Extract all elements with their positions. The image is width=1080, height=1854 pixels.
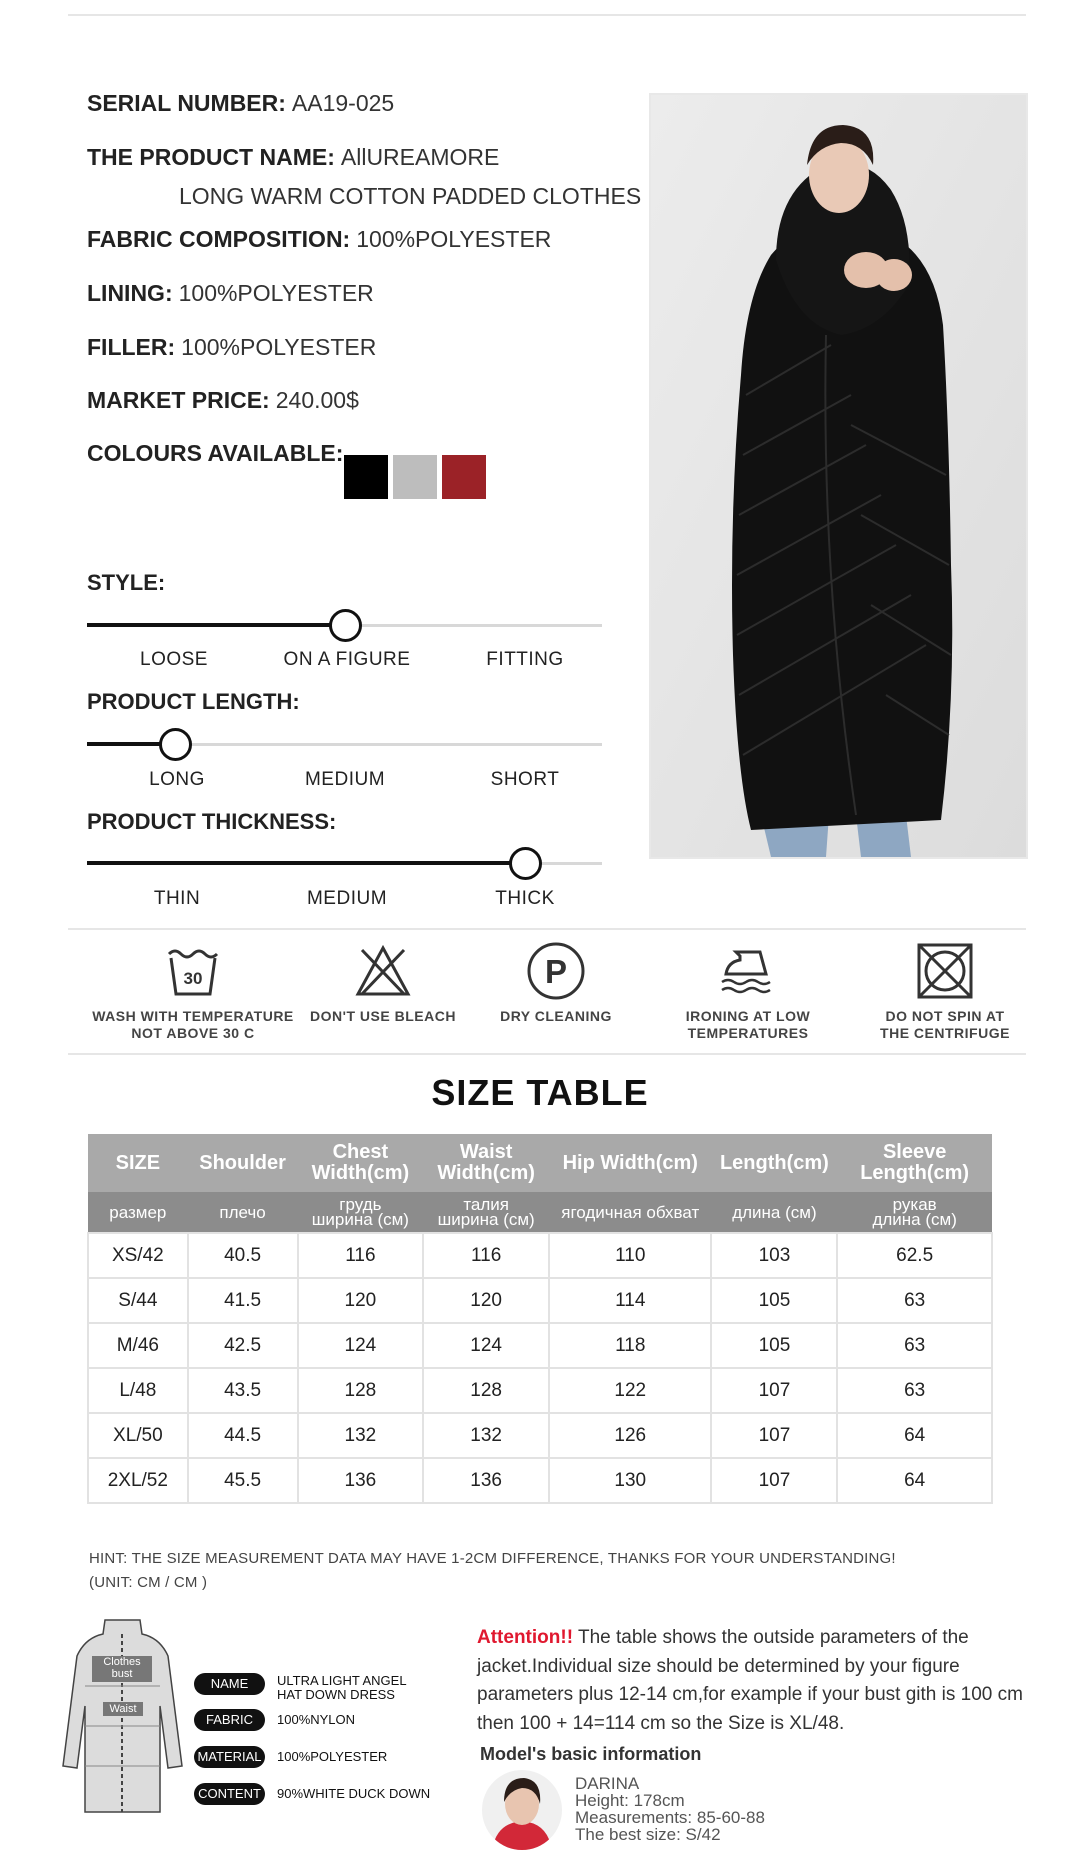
table-cell: 63 xyxy=(837,1278,992,1323)
care-dry-label: DRY CLEANING xyxy=(500,1008,612,1024)
table-cell: M/46 xyxy=(88,1323,188,1368)
care-spin-label-2: THE CENTRIFUGE xyxy=(880,1025,1010,1041)
table-cell: 124 xyxy=(423,1323,549,1368)
model-face-icon xyxy=(482,1770,562,1850)
colours-label: COLOURS AVAILABLE: xyxy=(87,440,344,466)
fabric-composition xyxy=(87,226,551,253)
size-header-ru-6: рукав длина (см) xyxy=(837,1192,992,1233)
care-spin xyxy=(840,940,1050,1042)
no-bleach-icon xyxy=(354,944,412,998)
length-slider-knob[interactable] xyxy=(159,728,192,761)
garment-diagram xyxy=(60,1616,185,1816)
table-cell: 116 xyxy=(423,1233,549,1278)
attention-paragraph xyxy=(477,1624,1037,1738)
table-cell: 105 xyxy=(711,1323,837,1368)
size-header-ru-4: ягодичная обхват xyxy=(549,1192,711,1233)
price-label: MARKET PRICE: xyxy=(87,387,270,413)
table-cell: 40.5 xyxy=(188,1233,298,1278)
material-value-text: 100%POLYESTER xyxy=(277,1749,388,1764)
table-cell: 136 xyxy=(298,1458,424,1503)
care-dry xyxy=(451,940,661,1025)
table-cell: 43.5 xyxy=(188,1368,298,1413)
care-wash-label-2: NOT ABOVE 30 C xyxy=(131,1025,255,1041)
care-iron-label-1: IRONING AT LOW xyxy=(685,1008,811,1024)
table-cell: 107 xyxy=(711,1368,837,1413)
table-cell: 116 xyxy=(298,1233,424,1278)
table-cell: 42.5 xyxy=(188,1323,298,1368)
table-cell: 63 xyxy=(837,1323,992,1368)
size-table-header-en xyxy=(88,1134,992,1192)
dry-cleaning-icon xyxy=(525,940,587,1002)
hint-unit: (UNIT: CM / CM ) xyxy=(89,1574,208,1591)
lining xyxy=(87,280,374,307)
product-name-line2 xyxy=(179,183,641,210)
table-row xyxy=(88,1413,992,1458)
table-cell: XL/50 xyxy=(88,1413,188,1458)
table-cell: 132 xyxy=(298,1413,424,1458)
table-cell: 62.5 xyxy=(837,1233,992,1278)
content-pill: CONTENT xyxy=(194,1783,265,1805)
table-cell: L/48 xyxy=(88,1368,188,1413)
table-cell: 132 xyxy=(423,1413,549,1458)
table-row xyxy=(88,1458,992,1503)
no-tumble-icon xyxy=(916,942,974,1000)
fabric-value: 100%POLYESTER xyxy=(356,226,552,252)
table-cell: 122 xyxy=(549,1368,711,1413)
lining-value: 100%POLYESTER xyxy=(178,280,374,306)
size-header-0: SIZE xyxy=(88,1134,188,1192)
colour-swatch-black[interactable] xyxy=(344,455,388,499)
price-value: 240.00$ xyxy=(275,387,359,413)
table-cell: 130 xyxy=(549,1458,711,1503)
table-cell: 126 xyxy=(549,1413,711,1458)
style-option-on-a-figure: ON A FIGURE xyxy=(283,649,411,670)
product-name-value-2: LONG WARM COTTON PADDED CLOTHES xyxy=(179,183,642,209)
fabric-label: FABRIC COMPOSITION: xyxy=(87,226,351,252)
size-header-3: Waist Width(cm) xyxy=(423,1134,549,1192)
table-cell: 107 xyxy=(711,1413,837,1458)
thickness-option-medium: MEDIUM xyxy=(306,888,388,909)
name-pill: NAME xyxy=(194,1673,265,1695)
length-option-long: LONG xyxy=(149,769,205,790)
table-cell: 128 xyxy=(298,1368,424,1413)
care-wash xyxy=(88,940,298,1042)
fabric-value-text: 100%NYLON xyxy=(277,1712,356,1727)
table-cell: 63 xyxy=(837,1368,992,1413)
size-table-header-ru xyxy=(88,1192,992,1233)
model-best-size: The best size: S/42 xyxy=(575,1825,721,1844)
table-row xyxy=(88,1368,992,1413)
length-option-medium: MEDIUM xyxy=(304,769,386,790)
colour-swatch-red[interactable] xyxy=(442,455,486,499)
coat-model-illustration xyxy=(651,95,1026,857)
table-cell: 103 xyxy=(711,1233,837,1278)
size-header-ru-1: плечо xyxy=(188,1192,298,1233)
product-name-value: AllUREAMORE xyxy=(340,144,500,170)
product-thickness-title: PRODUCT THICKNESS: xyxy=(87,809,337,834)
size-header-4: Hip Width(cm) xyxy=(549,1134,711,1192)
thickness-option-thick: THICK xyxy=(495,888,555,909)
table-cell: S/44 xyxy=(88,1278,188,1323)
thickness-slider-knob[interactable] xyxy=(509,847,542,880)
table-row xyxy=(88,1323,992,1368)
size-header-ru-0: размер xyxy=(88,1192,188,1233)
table-cell: 41.5 xyxy=(188,1278,298,1323)
colours-available xyxy=(87,440,349,467)
top-divider xyxy=(68,14,1026,16)
size-header-2: Chest Width(cm) xyxy=(298,1134,424,1192)
filler-label: FILLER: xyxy=(87,334,176,360)
market-price xyxy=(87,387,359,414)
care-iron-label-2: TEMPERATURES xyxy=(687,1025,809,1041)
table-cell: 128 xyxy=(423,1368,549,1413)
thickness-slider-fill xyxy=(87,861,525,865)
product-photo xyxy=(649,93,1028,859)
style-slider-knob[interactable] xyxy=(329,609,362,642)
model-heading: Model's basic information xyxy=(480,1744,702,1764)
attention-label: Attention!! xyxy=(477,1627,574,1648)
size-header-ru-5: длина (см) xyxy=(711,1192,837,1233)
care-divider-top xyxy=(68,928,1026,930)
table-cell: 136 xyxy=(423,1458,549,1503)
name-value-line-2: HAT DOWN DRESS xyxy=(277,1687,395,1702)
product-name-label: THE PRODUCT NAME: xyxy=(87,144,335,170)
table-cell: 120 xyxy=(298,1278,424,1323)
table-cell: 118 xyxy=(549,1323,711,1368)
serial-number xyxy=(87,90,394,117)
serial-label: SERIAL NUMBER: xyxy=(87,90,286,116)
model-measurements: Measurements: 85-60-88 xyxy=(575,1808,765,1827)
table-cell: 107 xyxy=(711,1458,837,1503)
size-table-body xyxy=(88,1233,992,1503)
table-cell: 64 xyxy=(837,1413,992,1458)
size-table-title: SIZE TABLE xyxy=(431,1072,649,1113)
table-cell: 105 xyxy=(711,1278,837,1323)
serial-value: AA19-025 xyxy=(291,90,395,116)
care-wash-label-1: WASH WITH TEMPERATURE xyxy=(92,1008,294,1024)
table-cell: 110 xyxy=(549,1233,711,1278)
filler-value: 100%POLYESTER xyxy=(181,334,377,360)
bust-label: Clothes bust xyxy=(92,1656,152,1682)
care-spin-label-1: DO NOT SPIN AT xyxy=(885,1008,1005,1024)
name-value-line-1: ULTRA LIGHT ANGEL xyxy=(277,1673,407,1688)
svg-text:P: P xyxy=(544,953,568,990)
model-avatar xyxy=(482,1770,562,1850)
wash-30-icon xyxy=(165,944,221,998)
table-row xyxy=(88,1233,992,1278)
coat-outline-icon xyxy=(60,1616,185,1816)
table-cell: 64 xyxy=(837,1458,992,1503)
filler xyxy=(87,334,376,361)
size-header-ru-2: грудь ширина (см) xyxy=(298,1192,424,1233)
style-slider-fill xyxy=(87,623,345,627)
colour-swatch-grey[interactable] xyxy=(393,455,437,499)
iron-low-icon xyxy=(718,944,778,998)
care-iron xyxy=(643,940,853,1042)
product-name xyxy=(87,144,499,171)
table-cell: 120 xyxy=(423,1278,549,1323)
care-divider-bottom xyxy=(68,1053,1026,1055)
thickness-option-thin: THIN xyxy=(153,888,201,909)
size-header-6: Sleeve Length(cm) xyxy=(837,1134,992,1192)
hint-text: HINT: THE SIZE MEASUREMENT DATA MAY HAVE 1-2CM DIFFERENCE, THANKS FOR YOUR UNDERSTANDING! xyxy=(89,1550,896,1567)
style-option-loose: LOOSE xyxy=(140,649,208,670)
style-option-fitting: FITTING xyxy=(486,649,564,670)
table-cell: XS/42 xyxy=(88,1233,188,1278)
size-header-5: Length(cm) xyxy=(711,1134,837,1192)
length-option-short: SHORT xyxy=(490,769,560,790)
product-length-title: PRODUCT LENGTH: xyxy=(87,689,300,714)
model-name: DARINA xyxy=(575,1774,640,1793)
table-cell: 44.5 xyxy=(188,1413,298,1458)
table-cell: 2XL/52 xyxy=(88,1458,188,1503)
fabric-pill: FABRIC xyxy=(194,1709,265,1731)
attention-text: The table shows the outside parameters of the jacket.Individual size should be determined by your figure parameters plus 12-14 cm,for example if your bust gith is 100 cm then 100 + 14=114 cm so the Size is XL/48. xyxy=(477,1627,1023,1734)
table-cell: 114 xyxy=(549,1278,711,1323)
table-row xyxy=(88,1278,992,1323)
name-value xyxy=(277,1674,407,1702)
size-header-ru-3: талия ширина (см) xyxy=(423,1192,549,1233)
table-cell: 124 xyxy=(298,1323,424,1368)
care-bleach-label: DON'T USE BLEACH xyxy=(310,1008,456,1024)
waist-label: Waist xyxy=(103,1702,143,1716)
table-cell: 45.5 xyxy=(188,1458,298,1503)
material-pill: MATERIAL xyxy=(194,1746,265,1768)
lining-label: LINING: xyxy=(87,280,173,306)
size-table xyxy=(87,1134,993,1504)
model-height: Height: 178cm xyxy=(575,1791,685,1810)
wash-temp-text: 30 xyxy=(183,969,203,988)
size-header-1: Shoulder xyxy=(188,1134,298,1192)
content-value-text: 90%WHITE DUCK DOWN xyxy=(277,1786,431,1801)
style-title: STYLE: xyxy=(87,570,166,595)
